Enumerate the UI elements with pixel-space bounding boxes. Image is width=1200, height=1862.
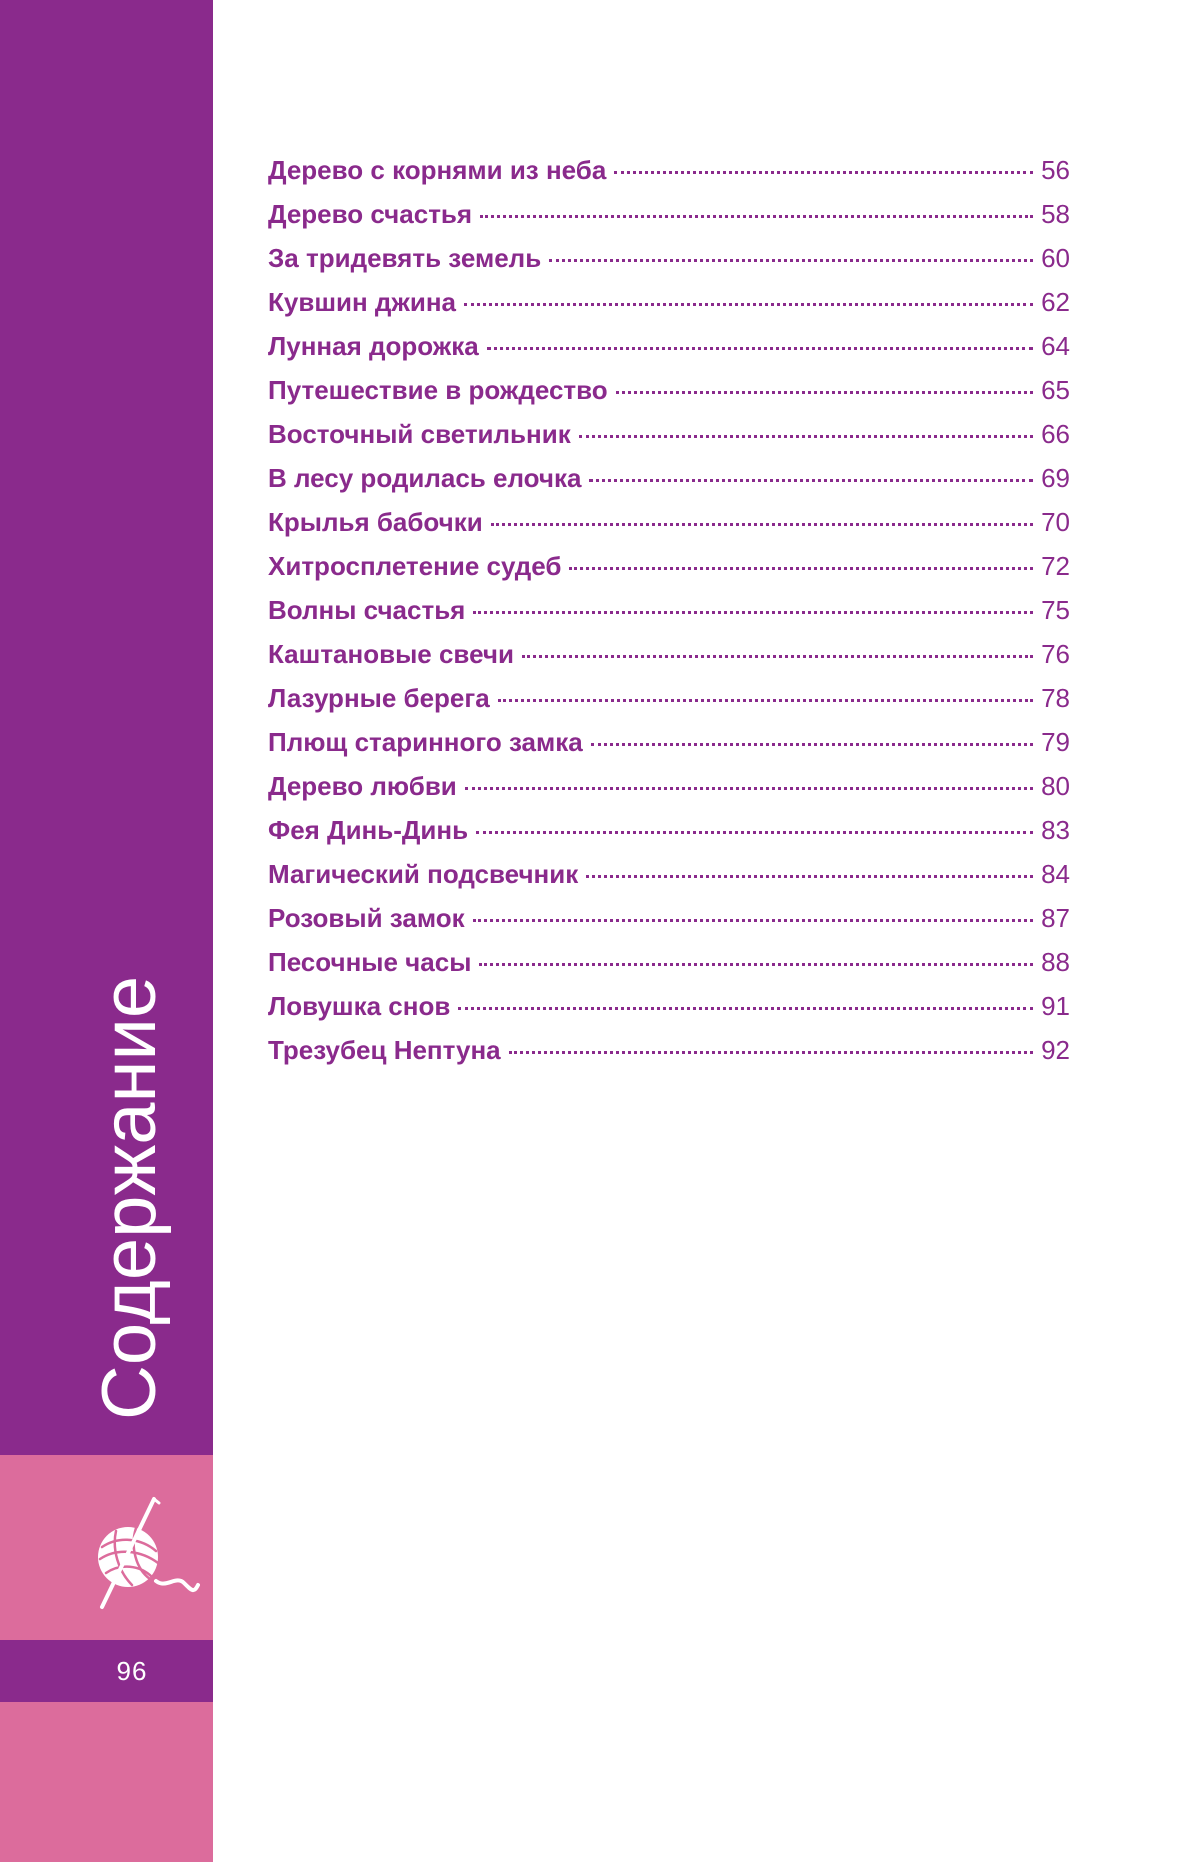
toc-entry-title: Волны счастья xyxy=(268,595,466,625)
toc-entry xyxy=(268,463,1070,507)
toc-leader-dots xyxy=(586,875,1033,878)
toc-entry-title: В лесу родилась елочка xyxy=(268,463,582,493)
toc-entry-page: 79 xyxy=(1041,727,1070,757)
toc-entry-title: Песочные часы xyxy=(268,947,472,977)
toc-entry-title: Кувшин джина xyxy=(268,287,456,317)
toc-entry xyxy=(268,287,1070,331)
toc-entry-page: 83 xyxy=(1041,815,1070,845)
toc-entry-page: 62 xyxy=(1041,287,1070,317)
toc-entry-title: Розовый замок xyxy=(268,903,465,933)
toc-leader-dots xyxy=(473,611,1033,614)
toc-entry xyxy=(268,507,1070,551)
toc-leader-dots xyxy=(616,391,1033,394)
toc-leader-dots xyxy=(458,1007,1033,1010)
toc-leader-dots xyxy=(479,963,1033,966)
toc-entry-title: Лунная дорожка xyxy=(268,331,479,361)
toc-leader-dots xyxy=(465,787,1033,790)
toc-leader-dots xyxy=(569,567,1033,570)
toc-entry xyxy=(268,155,1070,199)
toc-entry xyxy=(268,419,1070,463)
toc-entry-page: 84 xyxy=(1041,859,1070,889)
toc-entry-page: 66 xyxy=(1041,419,1070,449)
toc-entry-page: 65 xyxy=(1041,375,1070,405)
toc-entry-title: Дерево любви xyxy=(268,771,457,801)
toc-entry-page: 64 xyxy=(1041,331,1070,361)
toc-entry xyxy=(268,199,1070,243)
toc-leader-dots xyxy=(487,347,1033,350)
toc-entry-page: 80 xyxy=(1041,771,1070,801)
toc-entry-title: Восточный светильник xyxy=(268,419,571,449)
toc-entry xyxy=(268,859,1070,903)
table-of-contents xyxy=(268,155,1070,1079)
toc-entry-page: 56 xyxy=(1041,155,1070,185)
toc-leader-dots xyxy=(614,171,1033,174)
toc-leader-dots xyxy=(464,303,1033,306)
toc-entry-page: 60 xyxy=(1041,243,1070,273)
toc-entry xyxy=(268,727,1070,771)
toc-leader-dots xyxy=(476,831,1033,834)
toc-entry-page: 91 xyxy=(1041,991,1070,1021)
toc-leader-dots xyxy=(480,215,1033,218)
toc-entry xyxy=(268,551,1070,595)
toc-leader-dots xyxy=(589,479,1033,482)
toc-entry xyxy=(268,947,1070,991)
toc-entry-page: 58 xyxy=(1041,199,1070,229)
toc-entry xyxy=(268,903,1070,947)
toc-entry-title: Трезубец Нептуна xyxy=(268,1035,501,1065)
toc-entry xyxy=(268,375,1070,419)
toc-entry xyxy=(268,815,1070,859)
toc-entry-title: Лазурные берега xyxy=(268,683,490,713)
toc-entry xyxy=(268,243,1070,287)
toc-entry-page: 76 xyxy=(1041,639,1070,669)
toc-entry xyxy=(268,639,1070,683)
toc-leader-dots xyxy=(473,919,1033,922)
toc-entry xyxy=(268,331,1070,375)
toc-leader-dots xyxy=(498,699,1033,702)
toc-entry xyxy=(268,595,1070,639)
toc-entry-title: Магический подсвечник xyxy=(268,859,579,889)
toc-entry-title: Крылья бабочки xyxy=(268,507,483,537)
toc-entry-title: Дерево с корнями из неба xyxy=(268,155,607,185)
toc-entry-title: Дерево счастья xyxy=(268,199,473,229)
toc-entry-page: 70 xyxy=(1041,507,1070,537)
toc-entry-page: 92 xyxy=(1041,1035,1070,1065)
toc-entry-title: За тридевять земель xyxy=(268,243,542,273)
toc-entry-page: 88 xyxy=(1041,947,1070,977)
page-title: Содержание xyxy=(87,975,172,1420)
toc-entry-title: Хитросплетение судеб xyxy=(268,551,562,581)
page-number: 96 xyxy=(116,1656,148,1686)
toc-entry-title: Ловушка снов xyxy=(268,991,451,1021)
toc-leader-dots xyxy=(591,743,1033,746)
toc-entry-page: 72 xyxy=(1041,551,1070,581)
toc-entry-page: 87 xyxy=(1041,903,1070,933)
toc-entry-page: 78 xyxy=(1041,683,1070,713)
toc-entry xyxy=(268,683,1070,727)
toc-leader-dots xyxy=(522,655,1033,658)
toc-entry-title: Каштановые свечи xyxy=(268,639,514,669)
sidebar xyxy=(0,0,213,1862)
toc-entry-page: 69 xyxy=(1041,463,1070,493)
toc-entry-title: Фея Динь-Динь xyxy=(268,815,469,845)
toc-entry-title: Путешествие в рождество xyxy=(268,375,608,405)
toc-entry xyxy=(268,771,1070,815)
toc-leader-dots xyxy=(491,523,1033,526)
toc-entry-title: Плющ старинного замка xyxy=(268,727,583,757)
toc-leader-dots xyxy=(549,259,1033,262)
yarn-ball-crochet-icon xyxy=(80,1495,200,1615)
toc-entry xyxy=(268,1035,1070,1079)
toc-leader-dots xyxy=(509,1051,1033,1054)
toc-entry-page: 75 xyxy=(1041,595,1070,625)
toc-entry xyxy=(268,991,1070,1035)
toc-leader-dots xyxy=(579,435,1033,438)
